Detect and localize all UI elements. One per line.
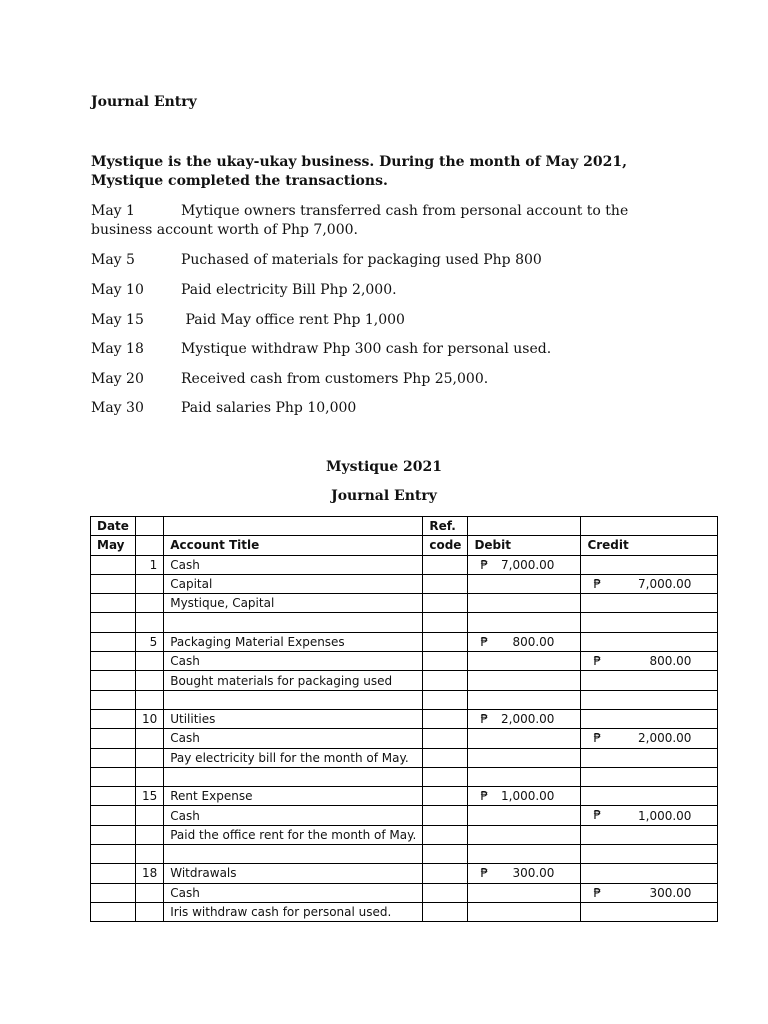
credit-cell xyxy=(581,767,718,786)
table-row xyxy=(91,594,718,613)
account-title-cell: Mystique, Capital xyxy=(164,594,423,613)
ref-code-cell xyxy=(423,767,468,786)
credit-cell xyxy=(581,825,718,844)
peso-sign: ₱ xyxy=(480,634,489,649)
transaction-date: May 5 xyxy=(91,252,135,268)
day-cell xyxy=(135,825,163,844)
day-cell xyxy=(135,883,163,902)
day-cell: 18 xyxy=(135,864,163,883)
day-cell: 1 xyxy=(135,555,163,574)
journal-table xyxy=(90,516,718,922)
debit-amount: 1,000.00 xyxy=(501,789,555,804)
debit-amount: 2,000.00 xyxy=(501,712,555,727)
header-account-title: Account Title xyxy=(164,536,423,555)
ref-code-cell xyxy=(423,825,468,844)
debit-cell xyxy=(468,671,581,690)
credit-cell xyxy=(581,845,718,864)
credit-cell xyxy=(581,594,718,613)
account-title-cell: Bought materials for packaging used xyxy=(164,671,423,690)
account-title-cell: Paid the office rent for the month of May. xyxy=(164,825,423,844)
transaction-text: Paid salaries Php 10,000 xyxy=(181,400,357,416)
peso-sign: ₱ xyxy=(480,866,489,881)
transaction-line xyxy=(91,202,691,240)
account-title-cell: Cash xyxy=(164,806,423,825)
peso-sign: ₱ xyxy=(593,654,602,669)
day-cell xyxy=(135,690,163,709)
transaction-line xyxy=(91,340,691,359)
ref-code-cell xyxy=(423,787,468,806)
transaction-date: May 20 xyxy=(91,371,144,387)
transaction-line xyxy=(91,311,691,330)
peso-sign: ₱ xyxy=(593,576,602,591)
table-row xyxy=(91,632,718,651)
ref-code-cell xyxy=(423,729,468,748)
credit-cell xyxy=(581,748,718,767)
peso-sign: ₱ xyxy=(593,885,602,900)
debit-amount: 800.00 xyxy=(512,634,555,649)
debit-amount: 300.00 xyxy=(512,866,555,881)
credit-amount: 7,000.00 xyxy=(638,577,692,592)
credit-amount: 800.00 xyxy=(649,654,692,669)
debit-cell xyxy=(468,652,581,671)
credit-amount: 2,000.00 xyxy=(638,731,692,746)
account-title-cell xyxy=(164,690,423,709)
table-header-row xyxy=(91,517,718,536)
transaction-line xyxy=(91,370,691,389)
debit-cell xyxy=(468,555,581,574)
ref-code-cell xyxy=(423,574,468,593)
account-title-cell: Packaging Material Expenses xyxy=(164,632,423,651)
peso-sign: ₱ xyxy=(480,557,489,572)
debit-cell xyxy=(468,767,581,786)
day-cell xyxy=(135,574,163,593)
transaction-date: May 18 xyxy=(91,341,144,357)
credit-cell xyxy=(581,902,718,921)
table-row xyxy=(91,652,718,671)
debit-cell xyxy=(468,845,581,864)
header-code: code xyxy=(423,536,468,555)
account-title-cell: Iris withdraw cash for personal used. xyxy=(164,902,423,921)
account-title-cell: Pay electricity bill for the month of May. xyxy=(164,748,423,767)
debit-cell xyxy=(468,613,581,632)
ref-code-cell xyxy=(423,806,468,825)
credit-amount: 300.00 xyxy=(649,885,692,900)
account-title-cell: Capital xyxy=(164,574,423,593)
peso-sign: ₱ xyxy=(480,711,489,726)
debit-cell xyxy=(468,748,581,767)
table-row xyxy=(91,729,718,748)
table-row xyxy=(91,574,718,593)
table-row xyxy=(91,845,718,864)
debit-cell xyxy=(468,690,581,709)
debit-cell xyxy=(468,632,581,651)
journal-subtitle: Journal Entry xyxy=(331,488,437,504)
account-title-cell: Utilities xyxy=(164,709,423,728)
credit-cell xyxy=(581,632,718,651)
account-title-cell: Cash xyxy=(164,729,423,748)
transaction-text: Puchased of materials for packaging used Php 800 xyxy=(181,252,542,268)
header-debit: Debit xyxy=(468,536,581,555)
ref-code-cell xyxy=(423,864,468,883)
day-cell xyxy=(135,767,163,786)
day-cell xyxy=(135,729,163,748)
table-row xyxy=(91,709,718,728)
account-title-cell: Cash xyxy=(164,652,423,671)
journal-title: Mystique 2021 xyxy=(325,459,442,475)
account-title-cell: Rent Expense xyxy=(164,787,423,806)
day-cell xyxy=(135,652,163,671)
credit-cell xyxy=(581,787,718,806)
table-row xyxy=(91,690,718,709)
day-cell xyxy=(135,671,163,690)
ref-code-cell xyxy=(423,632,468,651)
debit-amount: 7,000.00 xyxy=(501,557,555,572)
transaction-date: May 1 xyxy=(91,203,135,219)
account-title-cell: Cash xyxy=(164,883,423,902)
day-cell xyxy=(135,902,163,921)
intro-paragraph: Mystique is the ukay-ukay business. During the month of May 2021, Mystique completed the transactions. xyxy=(91,154,627,189)
table-row xyxy=(91,825,718,844)
transaction-date: May 30 xyxy=(91,400,144,416)
transaction-date: May 15 xyxy=(91,312,144,328)
credit-cell xyxy=(581,883,718,902)
ref-code-cell xyxy=(423,671,468,690)
table-row xyxy=(91,555,718,574)
table-row xyxy=(91,806,718,825)
credit-cell xyxy=(581,574,718,593)
transaction-text: Paid May office rent Php 1,000 xyxy=(181,312,405,328)
account-title-cell: Cash xyxy=(164,555,423,574)
day-cell: 10 xyxy=(135,709,163,728)
header-ref: Ref. xyxy=(423,517,468,536)
transaction-line xyxy=(91,399,691,418)
table-row xyxy=(91,787,718,806)
table-row xyxy=(91,767,718,786)
header-date: Date xyxy=(91,517,136,536)
credit-cell xyxy=(581,690,718,709)
credit-cell xyxy=(581,613,718,632)
credit-cell xyxy=(581,729,718,748)
table-header-row xyxy=(91,536,718,555)
peso-sign: ₱ xyxy=(480,789,489,804)
transaction-text: Mytique owners transferred cash from personal account to the business account worth of Php 7,000. xyxy=(91,203,633,238)
debit-cell xyxy=(468,806,581,825)
debit-cell xyxy=(468,729,581,748)
debit-cell xyxy=(468,709,581,728)
credit-cell xyxy=(581,555,718,574)
ref-code-cell xyxy=(423,613,468,632)
ref-code-cell xyxy=(423,748,468,767)
credit-cell xyxy=(581,709,718,728)
debit-cell xyxy=(468,902,581,921)
table-row xyxy=(91,864,718,883)
account-title-cell xyxy=(164,767,423,786)
ref-code-cell xyxy=(423,845,468,864)
credit-amount: 1,000.00 xyxy=(638,808,692,823)
transaction-text: Mystique withdraw Php 300 cash for personal used. xyxy=(181,341,552,357)
header-month: May xyxy=(91,536,136,555)
document-heading: Journal Entry xyxy=(91,94,197,110)
debit-cell xyxy=(468,825,581,844)
credit-cell xyxy=(581,671,718,690)
day-cell xyxy=(135,613,163,632)
day-cell xyxy=(135,594,163,613)
ref-code-cell xyxy=(423,652,468,671)
transaction-date: May 10 xyxy=(91,282,144,298)
ref-code-cell xyxy=(423,902,468,921)
table-row xyxy=(91,671,718,690)
debit-cell xyxy=(468,574,581,593)
table-row xyxy=(91,902,718,921)
debit-cell xyxy=(468,594,581,613)
debit-cell xyxy=(468,883,581,902)
transaction-line xyxy=(91,281,691,300)
day-cell: 15 xyxy=(135,787,163,806)
day-cell xyxy=(135,845,163,864)
peso-sign: ₱ xyxy=(593,808,602,823)
credit-cell xyxy=(581,806,718,825)
transaction-text: Paid electricity Bill Php 2,000. xyxy=(181,282,397,298)
peso-sign: ₱ xyxy=(593,731,602,746)
debit-cell xyxy=(468,864,581,883)
credit-cell xyxy=(581,864,718,883)
table-row xyxy=(91,748,718,767)
header-credit: Credit xyxy=(581,536,718,555)
credit-cell xyxy=(581,652,718,671)
day-cell: 5 xyxy=(135,632,163,651)
account-title-cell xyxy=(164,613,423,632)
day-cell xyxy=(135,748,163,767)
transaction-text: Received cash from customers Php 25,000. xyxy=(181,371,489,387)
ref-code-cell xyxy=(423,883,468,902)
debit-cell xyxy=(468,787,581,806)
ref-code-cell xyxy=(423,709,468,728)
ref-code-cell xyxy=(423,555,468,574)
transaction-line xyxy=(91,251,691,270)
ref-code-cell xyxy=(423,690,468,709)
table-row xyxy=(91,883,718,902)
ref-code-cell xyxy=(423,594,468,613)
table-row xyxy=(91,613,718,632)
day-cell xyxy=(135,806,163,825)
account-title-cell: Witdrawals xyxy=(164,864,423,883)
account-title-cell xyxy=(164,845,423,864)
